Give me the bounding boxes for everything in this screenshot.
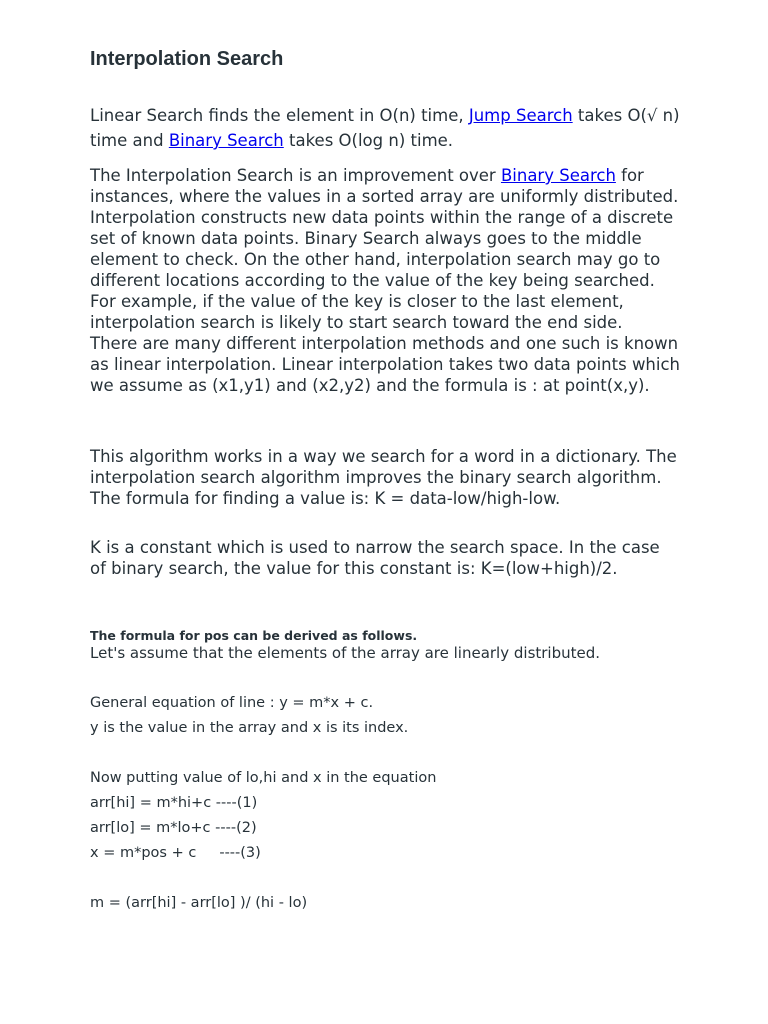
binary-search-link-2[interactable]: Binary Search — [500, 166, 616, 185]
general-equation-line: General equation of line : y = m*x + c. — [90, 695, 374, 711]
page-title: Interpolation Search — [90, 48, 284, 70]
intro-paragraph — [90, 103, 680, 153]
equation-1-line: arr[hi] = m*hi+c ----(1) — [90, 795, 258, 811]
jump-search-link[interactable]: Jump Search — [468, 106, 573, 125]
improvement-text-1: The Interpolation Search is an improvement over — [90, 166, 501, 185]
improvement-text-3: There are many different interpolation methods and one such is known as linear interpolation. Linear interpolation takes two data points which we assume as (x1,y1) and (x2,y2) and the formula is : at point(x,y). — [90, 334, 681, 395]
improvement-paragraph — [90, 165, 682, 396]
equation-3-line: x = m*pos + c ----(3) — [90, 845, 261, 861]
formula-heading: The formula for pos can be derived as follows. — [90, 628, 418, 643]
intro-text-3: takes O(log n) time. — [283, 131, 454, 150]
slope-equation-line: m = (arr[hi] - arr[lo] )/ (hi - lo) — [90, 895, 308, 911]
improvement-text-2: for instances, where the values in a sorted array are uniformly distributed. Interpolation constructs new data points within the range of a discrete set of known data points. Binary Search always goes to the middle element to check. On the other hand, interpolation search may go to different locations according to the value of the key being searched. For example, if the value of the key is closer to the last element, interpolation search is likely to start search toward the end side. — [90, 166, 679, 332]
equation-2-line: arr[lo] = m*lo+c ----(2) — [90, 820, 257, 836]
constant-paragraph: K is a constant which is used to narrow the search space. In the case of binary search, the value for this constant is: K=(low+high)/2. — [90, 538, 660, 578]
intro-text-1: Linear Search finds the element in O(n) time, — [90, 106, 469, 125]
putting-values-line: Now putting value of lo,hi and x in the equation — [90, 770, 437, 786]
binary-search-link[interactable]: Binary Search — [168, 131, 284, 150]
assumption-line: Let's assume that the elements of the array are linearly distributed. — [90, 644, 601, 662]
intro-text-2: takes O(√ n) time and — [90, 106, 680, 150]
dictionary-paragraph: This algorithm works in a way we search for a word in a dictionary. The interpolation search algorithm improves the binary search algorithm. The formula for finding a value is: K = data-low/high-low. — [90, 447, 677, 508]
y-description-line: y is the value in the array and x is its index. — [90, 720, 409, 736]
